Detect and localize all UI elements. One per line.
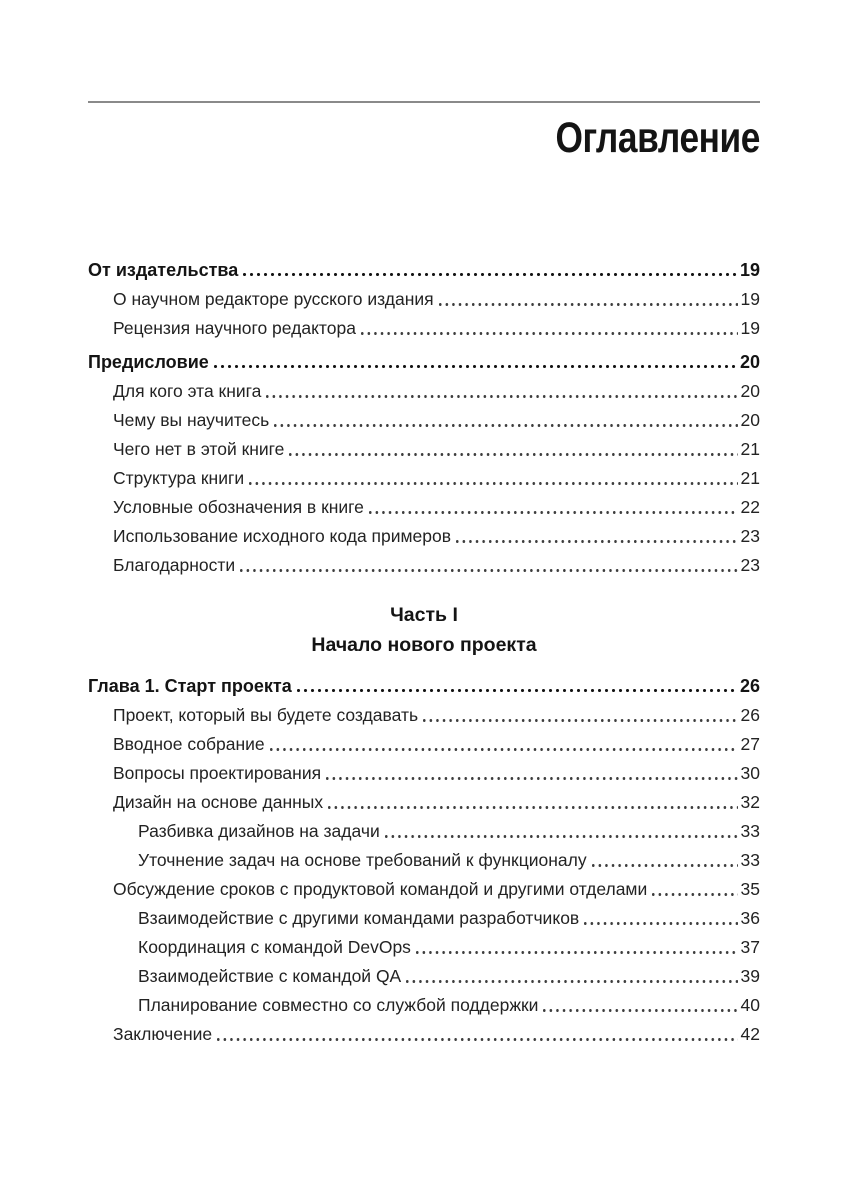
toc-entry-label: Структура книги bbox=[113, 468, 245, 489]
toc-list bbox=[88, 260, 760, 1045]
toc-entry-label: Разбивка дизайнов на задачи bbox=[138, 821, 380, 842]
toc-entry-label: От издательства bbox=[88, 260, 239, 281]
dot-leader bbox=[406, 966, 737, 987]
toc-entry-page: 35 bbox=[740, 879, 760, 900]
toc-entry-page: 20 bbox=[739, 352, 760, 373]
dot-leader bbox=[243, 260, 737, 281]
dot-leader bbox=[416, 937, 738, 958]
toc-entry-label: Предисловие bbox=[88, 352, 209, 373]
toc-entry bbox=[88, 792, 760, 813]
dot-leader bbox=[369, 497, 738, 518]
toc-entry-page: 21 bbox=[740, 439, 760, 460]
toc-entry bbox=[88, 879, 760, 900]
page-title: Оглавление bbox=[555, 114, 760, 162]
toc-entry bbox=[88, 966, 760, 987]
dot-leader bbox=[361, 318, 738, 339]
toc-entry bbox=[88, 705, 760, 726]
dot-leader bbox=[274, 410, 737, 431]
dot-leader bbox=[328, 792, 737, 813]
toc-entry bbox=[88, 410, 760, 431]
toc-entry bbox=[88, 260, 760, 281]
toc-entry bbox=[88, 676, 760, 697]
dot-leader bbox=[326, 763, 737, 784]
toc-entry-label: Координация с командой DevOps bbox=[138, 937, 411, 958]
header-rule bbox=[88, 101, 760, 103]
toc-entry-label: Уточнение задач на основе требований к функционалу bbox=[138, 850, 587, 871]
toc-entry-label: Рецензия научного редактора bbox=[113, 318, 356, 339]
toc-entry-page: 27 bbox=[740, 734, 760, 755]
dot-leader bbox=[217, 1024, 737, 1045]
toc-entry bbox=[88, 468, 760, 489]
toc-entry bbox=[88, 763, 760, 784]
toc-entry bbox=[88, 555, 760, 576]
toc-entry bbox=[88, 381, 760, 402]
toc-entry bbox=[88, 1024, 760, 1045]
toc-entry-label: Взаимодействие с другими командами разработчиков bbox=[138, 908, 580, 929]
dot-leader bbox=[584, 908, 737, 929]
toc-entry-label: Проект, который вы будете создавать bbox=[113, 705, 419, 726]
dot-leader bbox=[289, 439, 737, 460]
dot-leader bbox=[214, 352, 737, 373]
toc-entry-page: 20 bbox=[740, 410, 760, 431]
toc-entry-label: Чему вы научитесь bbox=[113, 410, 270, 431]
toc-entry-page: 26 bbox=[739, 676, 760, 697]
dot-leader bbox=[456, 526, 737, 547]
toc-entry bbox=[88, 821, 760, 842]
toc-entry bbox=[88, 850, 760, 871]
toc-entry-label: Дизайн на основе данных bbox=[113, 792, 324, 813]
toc-entry bbox=[88, 908, 760, 929]
toc-entry-page: 19 bbox=[739, 260, 760, 281]
dot-leader bbox=[297, 676, 737, 697]
toc-entry-page: 42 bbox=[740, 1024, 760, 1045]
toc-entry-label: Условные обозначения в книге bbox=[113, 497, 364, 518]
toc-entry-page: 33 bbox=[740, 850, 760, 871]
dot-leader bbox=[652, 879, 737, 900]
toc-entry-page: 19 bbox=[740, 318, 760, 339]
toc-entry-page: 23 bbox=[740, 555, 760, 576]
dot-leader bbox=[266, 381, 737, 402]
toc-entry-label: Благодарности bbox=[113, 555, 236, 576]
toc-entry bbox=[88, 734, 760, 755]
toc-entry-label: Чего нет в этой книге bbox=[113, 439, 285, 460]
toc-entry-label: Глава 1. Старт проекта bbox=[88, 676, 292, 697]
toc-entry-page: 32 bbox=[740, 792, 760, 813]
toc-entry-label: Взаимодействие с командой QA bbox=[138, 966, 402, 987]
dot-leader bbox=[385, 821, 738, 842]
toc-entry-page: 33 bbox=[740, 821, 760, 842]
toc-entry-label: Обсуждение сроков с продуктовой командой и другими отделами bbox=[113, 879, 648, 900]
dot-leader bbox=[240, 555, 737, 576]
toc-entry bbox=[88, 439, 760, 460]
toc-entry-label: Вопросы проектирования bbox=[113, 763, 322, 784]
toc-entry-page: 20 bbox=[740, 381, 760, 402]
toc-entry-label: О научном редакторе русского издания bbox=[113, 289, 434, 310]
toc-entry bbox=[88, 497, 760, 518]
toc-entry bbox=[88, 352, 760, 373]
toc-entry-page: 37 bbox=[740, 937, 760, 958]
toc-entry-label: Вводное собрание bbox=[113, 734, 265, 755]
toc-entry-label: Для кого эта книга bbox=[113, 381, 262, 402]
dot-leader bbox=[592, 850, 738, 871]
toc-entry bbox=[88, 318, 760, 339]
toc-entry-page: 19 bbox=[740, 289, 760, 310]
toc-entry-page: 22 bbox=[740, 497, 760, 518]
toc-entry bbox=[88, 937, 760, 958]
toc-entry-page: 21 bbox=[740, 468, 760, 489]
toc-entry bbox=[88, 526, 760, 547]
toc-entry-label: Заключение bbox=[113, 1024, 213, 1045]
dot-leader bbox=[249, 468, 737, 489]
dot-leader bbox=[543, 995, 737, 1016]
dot-leader bbox=[423, 705, 737, 726]
toc-entry-page: 30 bbox=[740, 763, 760, 784]
toc-entry-label: Использование исходного кода примеров bbox=[113, 526, 452, 547]
toc-entry-page: 23 bbox=[740, 526, 760, 547]
part-title: Начало нового проекта bbox=[311, 634, 537, 657]
toc-entry-page: 36 bbox=[740, 908, 760, 929]
dot-leader bbox=[439, 289, 738, 310]
toc-entry bbox=[88, 289, 760, 310]
toc-entry-page: 40 bbox=[740, 995, 760, 1016]
part-heading bbox=[88, 600, 760, 660]
toc-entry-page: 26 bbox=[740, 705, 760, 726]
toc-entry-label: Планирование совместно со службой поддержки bbox=[138, 995, 539, 1016]
toc-entry bbox=[88, 995, 760, 1016]
part-kicker: Часть I bbox=[390, 604, 458, 627]
toc-entry-page: 39 bbox=[740, 966, 760, 987]
dot-leader bbox=[270, 734, 738, 755]
